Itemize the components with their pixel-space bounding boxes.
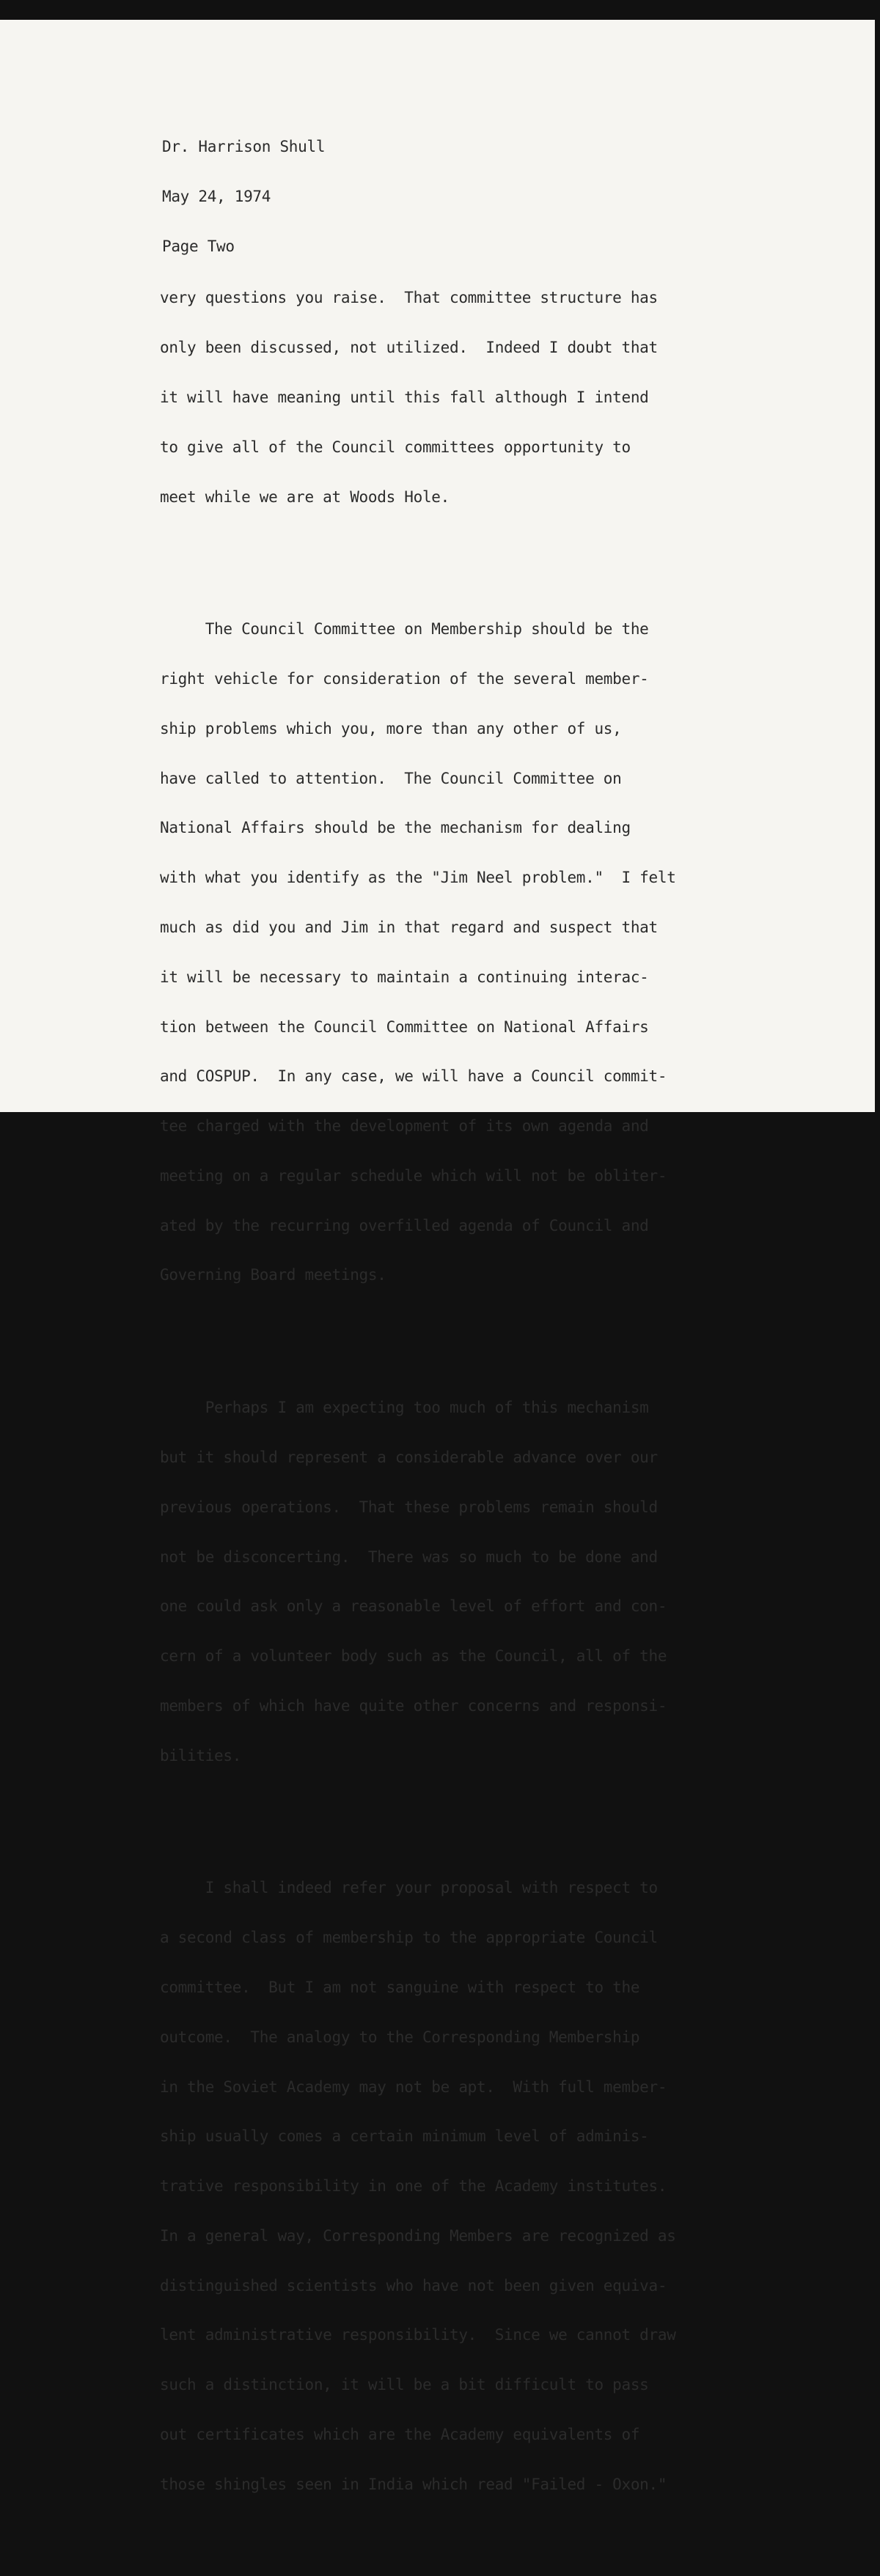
body-line: only been discussed, not utilized. Indeed I doubt that: [160, 339, 658, 357]
paragraph-1: [160, 257, 676, 538]
body-line: Governing Board meetings.: [160, 1266, 386, 1284]
body-line: trative responsibility in one of the Academy institutes.: [160, 2177, 667, 2196]
body-line: not be disconcerting. There was so much to be done and: [160, 1548, 658, 1566]
body-line: ated by the recurring overfilled agenda of Council and: [160, 1216, 649, 1234]
body-line: tion between the Council Committee on National Affairs: [160, 1017, 649, 1036]
body-line: previous operations. That these problems remain should: [160, 1498, 658, 1516]
body-line: right vehicle for consideration of the several member-: [160, 670, 649, 688]
body-line: members of which have quite other concerns and responsi-: [160, 1696, 667, 1715]
body-line: but it should represent a considerable advance over our: [160, 1448, 658, 1466]
body-line: meeting on a regular schedule which will not be obliter-: [160, 1166, 667, 1185]
body-line: one could ask only a reasonable level of effort and con-: [160, 1597, 667, 1616]
body-line: National Affairs should be the mechanism for dealing: [160, 819, 631, 837]
body-line: In a general way, Corresponding Members are recognized as: [160, 2226, 676, 2245]
body-line: outcome. The analogy to the Corresponding Membership: [160, 2028, 640, 2046]
body-line: ship problems which you, more than any other of us,: [160, 719, 622, 737]
body-line: tee charged with the development of its own agenda and: [160, 1117, 649, 1136]
body-line: those shingles seen in India which read "Failed - Oxon.": [160, 2475, 667, 2493]
letter-date: May 24, 1974: [162, 187, 271, 205]
body-line: lent administrative responsibility. Since we cannot draw: [160, 2326, 676, 2344]
body-line: meet while we are at Woods Hole.: [160, 487, 450, 506]
paragraph-4: [160, 1847, 676, 2525]
body-line: distinguished scientists who have not been given equiva-: [160, 2276, 667, 2295]
body-line: cern of a volunteer body such as the Council, all of the: [160, 1647, 667, 1666]
body-line: ship usually comes a certain minimum level of adminis-: [160, 2127, 649, 2146]
body-line: very questions you raise. That committee structure has: [160, 289, 658, 307]
body-line: and COSPUP. In any case, we will have a Council commit-: [160, 1067, 667, 1086]
letter-body: [160, 224, 676, 2575]
body-line: I shall indeed refer your proposal with respect to: [160, 1879, 658, 1897]
body-line: in the Soviet Academy may not be apt. With full member-: [160, 2078, 667, 2096]
page-label: Page Two: [162, 237, 235, 255]
paragraph-3: [160, 1366, 676, 1797]
body-line: bilities.: [160, 1746, 242, 1764]
body-line: with what you identify as the "Jim Neel problem." I felt: [160, 869, 676, 887]
recipient-name: Dr. Harrison Shull: [162, 138, 326, 156]
paragraph-2: [160, 588, 676, 1317]
body-line: Perhaps I am expecting too much of this mechanism: [160, 1399, 649, 1417]
body-line: a second class of membership to the appropriate Council: [160, 1929, 658, 1947]
body-line: such a distinction, it will be a bit difficult to pass: [160, 2376, 649, 2394]
body-line: out certificates which are the Academy equivalents of: [160, 2425, 640, 2443]
body-line: much as did you and Jim in that regard and suspect that: [160, 918, 658, 936]
body-line: to give all of the Council committees opportunity to: [160, 438, 631, 456]
body-line: it will be necessary to maintain a continuing interac-: [160, 968, 649, 986]
body-line: it will have meaning until this fall although I intend: [160, 388, 649, 406]
body-line: have called to attention. The Council Committee on: [160, 769, 622, 787]
body-line: committee. But I am not sanguine with respect to the: [160, 1978, 640, 1996]
body-line: The Council Committee on Membership should be the: [160, 620, 649, 639]
